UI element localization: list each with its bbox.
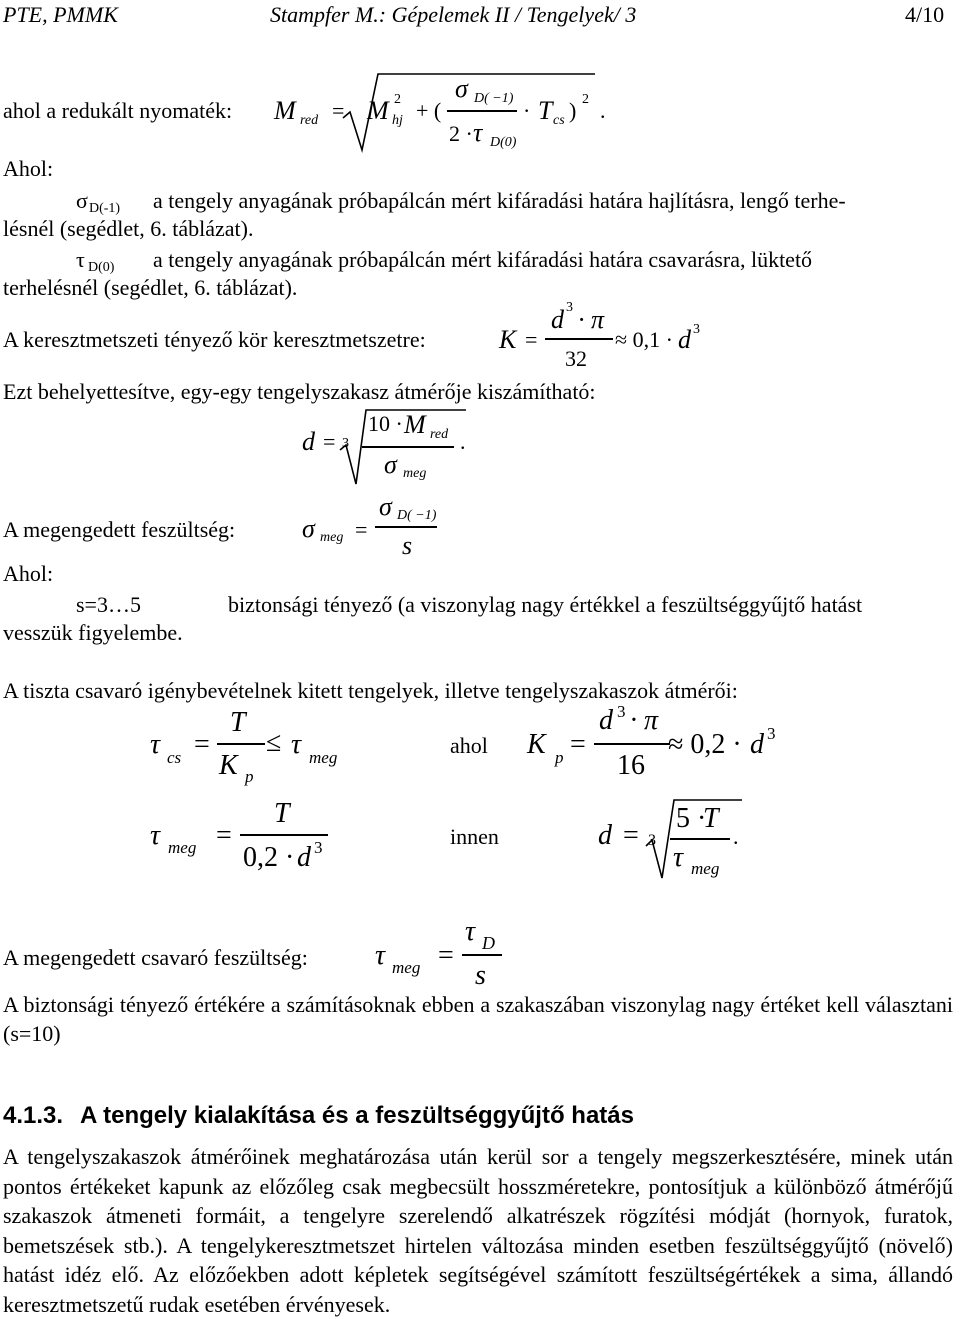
body-paragraph: A tengelyszakaszok átmérőinek meghatározása után kerül sor a tengely megszerkesztésére, minek után pontos értékeket kapunk az előzőleg csak megbecsült hosszméretekre, pontosítjuk a különböző átmérőjű szakaszok átmeneti formáit, a tengelyre szerelendő alkatrészek rögzítési módját (hornyok, furatok, bemetszések stb.). A tengelykeresztmetszet hirtelen változása minden esetben feszültséggyűjtő (növelő) hatást idéz elő. Az előzőekben adott képletek segítségével számított feszültségértékek a sima, állandó keresztmetszetű rudak esetében érvényesek. [3,1144,953,1317]
taucs-meg: meg [309,748,338,767]
sigmameg-label: A megengedett feszültség: [3,517,236,542]
ahol-word: ahol [450,733,488,758]
taumeg-d: d [297,842,311,873]
dt-period: . [733,824,739,849]
sigma-d-sub: D( −1) [474,91,514,106]
sigmameg-num-sigma: σ [379,492,392,521]
d-sigma-sub: meg [403,466,427,481]
mred-sub: red [300,113,319,128]
kp-num-pi: · π [630,705,659,736]
taucs-T: T [230,707,246,738]
k-d: d [678,325,691,354]
k-fraction-bar [545,338,613,340]
taumeg2-fraction-bar [462,954,502,956]
ahol-label: Ahol: [3,156,54,181]
kp-fraction-bar [594,743,670,745]
kp-approx: ≈ 0,2 · [668,729,742,760]
dt-num: 5 · [676,803,707,834]
dt-root-index: 3 [648,832,656,849]
two-dot: 2 · [449,121,473,146]
tau-def-symbol: τ [76,247,85,272]
taumeg2-symbol: τ [375,940,386,971]
taumeg-sub: meg [168,838,197,857]
ahol2-label: Ahol: [3,561,54,586]
mred-symbol: M [274,96,296,125]
torsion-intro: A tiszta csavaró igénybevételnek kitett tengelyek, illetve tengelyszakaszok átmérői: [3,678,738,703]
tcs-sub: cs [553,113,565,128]
tau-def-line1: a tengely anyagának próbapálcán mért kifáradási határa csavarásra, lüktető [153,247,813,272]
kp-exp: 3 [767,724,776,743]
section-number: 4.1.3. [3,1102,64,1129]
kp-den: 16 [617,750,645,781]
sigma-def-line2: lésnél (segédlet, 6. táblázat). [3,216,254,241]
innen-word: innen [450,824,499,849]
equals-sign: = [332,98,345,123]
s-def-line2: vesszük figyelembe. [3,620,183,645]
taumeg-exp: 3 [314,838,323,857]
kp-d: d [750,729,764,760]
kp-p: p [555,748,564,767]
d-root-index: 3 [342,436,349,451]
taumeg-T: T [274,798,290,829]
sigmameg-symbol: σ [302,514,315,543]
dot: · [523,98,531,123]
taumeg2-label: A megengedett csavaró feszültség: [3,945,308,970]
safety-text: A biztonsági tényező értékére a számításoknak ebben a szakaszában viszonylag nagy értéket kell választani (s=10) [3,992,953,1046]
dt-equals: = [623,820,639,851]
taucs-tau2: τ [291,729,302,760]
mhj-exp: 2 [394,92,401,107]
d-m: M [404,410,426,439]
header-left: PTE, PMMK [3,2,118,27]
taumeg2-num-sub: D [482,933,495,953]
tau-d-symbol: τ [473,118,483,147]
d-fraction-bar [362,446,454,448]
subst-text: Ezt behelyettesítve, egy-egy tengelyszakasz átmérője kiszámítható: [3,379,596,404]
mhj-sub: hj [392,113,403,128]
dt-fraction-bar [670,838,730,840]
k-num-exp: 3 [566,300,573,315]
kp-num-d: d [599,705,613,736]
taumeg2-equals: = [438,940,454,971]
k-equals: = [525,327,538,352]
d-num: 10 · [368,411,403,436]
taucs-le: ≤ [266,727,282,758]
sigma-def-line1: a tengely anyagának próbapálcán mért kifáradási határa hajlításra, lengő terhe- [153,188,846,213]
tcs-symbol: T [538,96,553,125]
k-exp: 3 [693,322,700,337]
tau-def-sub: D(0) [88,260,115,275]
header-center: Stampfer M.: Gépelemek II / Tengelyek/ 3 [270,2,637,27]
header-page: 4/10 [905,2,945,27]
sigma-def-sub: D(-1) [89,201,121,216]
taumeg-equals: = [216,820,232,851]
sigmameg-equals: = [355,517,368,542]
tau-d-sub: D(0) [490,135,517,150]
dt-d: d [598,820,612,851]
kp-num-exp: 3 [617,702,626,721]
dt-tau: τ [673,842,684,873]
k-approx: ≈ 0,1 · [615,327,673,352]
tau-def-line2: terhelésnél (segédlet, 6. táblázat). [3,275,298,300]
d-period: . [460,429,466,454]
sigma-def-symbol: σ [76,188,88,213]
k-eq-label: A keresztmetszeti tényező kör keresztmetszetre: [3,327,426,352]
taucs-sub: cs [167,748,182,767]
d-equals: = [323,429,336,454]
sigmameg-num-sub: D( −1) [397,508,437,523]
k-symbol: K [499,325,517,354]
eq-mred-label: ahol a redukált nyomaték: [3,98,233,123]
plus-paren: + ( [416,98,442,123]
taumeg-den: 0,2 · [243,842,295,873]
taucs-K: K [219,750,238,781]
sigma-d-symbol: σ [455,74,468,103]
period: . [600,98,606,123]
taumeg2-sub: meg [392,958,421,977]
s-def-line1: biztonsági tényező (a viszonylag nagy értékkel a feszültséggyűjtő hatást [228,592,863,617]
taucs-p: p [245,767,254,786]
d-sigma: σ [384,450,397,479]
k-num-pi: · π [578,305,605,334]
sigmameg-s: s [402,531,413,560]
dt-T: T [703,803,719,834]
k-num-d: d [551,305,564,334]
paren-exp: 2 [582,92,589,107]
taumeg2-num-tau: τ [465,916,476,947]
dt-meg: meg [691,859,720,878]
taumeg2-s: s [475,960,486,991]
kp-equals: = [570,729,586,760]
fraction-bar [447,110,517,112]
sigmameg-sub: meg [320,530,344,545]
taumeg-fraction-bar [240,834,328,836]
taucs-symbol: τ [150,729,161,760]
sigmameg-fraction-bar [375,526,437,528]
taucs-fraction-bar [217,743,265,745]
d-symbol: d [302,427,315,456]
close-paren: ) [569,98,577,123]
taucs-equals: = [194,729,210,760]
taumeg-symbol: τ [150,820,161,851]
d-m-sub: red [430,427,449,442]
mhj-symbol: M [367,96,389,125]
kp-K: K [527,729,546,760]
s-range: s=3…5 [76,592,141,617]
section-title: A tengely kialakítása és a feszültséggyűjtő hatás [80,1102,634,1129]
k-den: 32 [565,346,587,371]
